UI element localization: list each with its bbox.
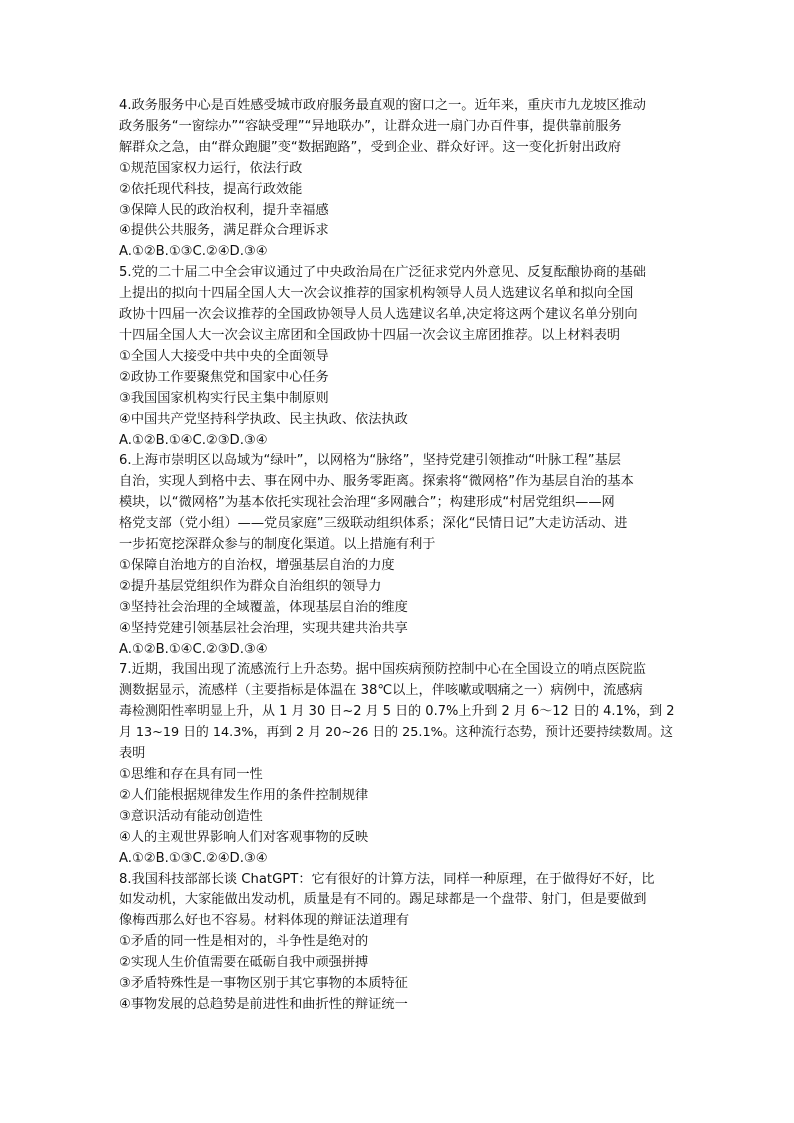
answer-option: ④事物发展的总趋势是前进性和曲折性的辩证统一 — [119, 996, 408, 1012]
question-stem-line: 自治，实现人到格中去、事在网中办、服务零距离。探索将“微网格”作为基层自治的基本 — [119, 474, 634, 490]
answer-option: ④提供公共服务，满足群众合理诉求 — [119, 223, 329, 239]
question-block — [119, 870, 679, 1016]
answer-option: ④人的主观世界影响人们对客观事物的反映 — [119, 829, 369, 845]
answer-option: ②人们能根据规律发生作用的条件控制规律 — [119, 787, 369, 803]
question-stem-line: 月 13~19 日的 14.3%，再到 2 月 20~26 日的 25.1%。这种流行态势，预计还要持续数周。这 — [119, 725, 674, 741]
answer-choices: A.①②B.①③C.②④D.③④ — [119, 850, 268, 866]
question-stem-line: 政务服务“一窗综办”“容缺受理”“异地联办”，让群众进一扇门办百件事，提供靠前服务 — [119, 118, 622, 134]
question-stem-line: 上提出的拟向十四届全国人大一次会议推荐的国家机构领导人员人选建议名单和拟向全国 — [119, 286, 634, 302]
question-stem-line: 如发动机，大家能做出发动机，质量是有不同的。踢足球都是一个盘带、射门，但是要做到 — [119, 892, 647, 908]
answer-option: ④坚持党建引领基层社会治理，实现共建共治共享 — [119, 620, 408, 636]
answer-option: ①规范国家权力运行，依法行政 — [119, 160, 303, 176]
answer-option: ②实现人生价值需要在砥砺自我中顽强拼搏 — [119, 955, 369, 971]
answer-option: ③我国国家机构实行民主集中制原则 — [119, 390, 329, 406]
question-stem-line: 7.近期，我国出现了流感流行上升态势。据中国疾病预防控制中心在全国设立的哨点医院监 — [119, 662, 646, 678]
question-stem-line: 测数据显示，流感样（主要指标是体温在 38℃以上，伴咳嗽或咽痛之一）病例中，流感病 — [119, 683, 643, 699]
question-block — [119, 96, 679, 263]
answer-option: ②提升基层党组织作为群众自治组织的领导力 — [119, 578, 382, 594]
answer-option: ③坚持社会治理的全域覆盖，体现基层自治的维度 — [119, 599, 408, 615]
answer-option: ④中国共产党坚持科学执政、民主执政、依法执政 — [119, 411, 408, 427]
answer-option: ③保障人民的政治权利，提升幸福感 — [119, 202, 329, 218]
question-block — [119, 660, 679, 869]
answer-option: ③意识活动有能动创造性 — [119, 808, 263, 824]
question-stem-line: 十四届全国人大一次会议主席团和全国政协十四届一次会议主席团推荐。以上材料表明 — [119, 327, 621, 343]
answer-option: ①思维和存在具有同一性 — [119, 767, 263, 782]
answer-option: ②依托现代科技，提高行政效能 — [119, 181, 303, 197]
question-block — [119, 451, 679, 660]
question-stem-line: 像梅西那么好也不容易。材料体现的辩证法道理有 — [119, 913, 410, 929]
answer-option: ②政协工作要聚焦党和国家中心任务 — [119, 369, 329, 385]
answer-choices: A.①②B.①④C.②③D.③④ — [119, 432, 268, 448]
question-stem-line: 8.我国科技部部长谈 ChatGPT：它有很好的计算方法，同样一种原理，在于做得好不好，比 — [119, 871, 655, 887]
question-stem-line: 解群众之急，由“群众跑腿”变“数据跑路”，受到企业、群众好评。这一变化折射出政府 — [119, 139, 622, 155]
question-stem-line: 毒检测阳性率明显上升，从 1 月 30 日~2 月 5 日的 0.7%上升到 2 月 6～12 日的 4.1%，到 2 — [119, 704, 675, 720]
question-stem-line: 4.政务服务中心是百姓感受城市政府服务最直观的窗口之一。近年来，重庆市九龙坡区推动 — [119, 98, 646, 113]
question-stem-line: 格党支部（党小组）——党员家庭”三级联动组织体系；深化“民情日记”大走访活动、进 — [119, 516, 628, 532]
question-stem-line: 5.党的二十届二中全会审议通过了中央政治局在广泛征求党内外意见、反复酝酿协商的基础 — [119, 265, 646, 281]
question-stem-line: 表明 — [119, 746, 146, 762]
question-stem-line: 模块，以“微网格”为基本依托实现社会治理“多网融合”；构建形成“村居党组织——网 — [119, 495, 615, 511]
question-block — [119, 263, 679, 451]
answer-option: ①矛盾的同一性是相对的，斗争性是绝对的 — [119, 934, 369, 950]
question-stem-line: 一步拓宽挖深群众参与的制度化渠道。以上措施有利于 — [119, 537, 436, 553]
answer-option: ③矛盾特殊性是一事物区别于其它事物的本质特征 — [119, 976, 408, 992]
question-stem-line: 6.上海市崇明区以岛域为“绿叶”，以网格为“脉络”，坚持党建引领推动“叶脉工程”基层 — [119, 453, 621, 469]
answer-choices: A.①②B.①③C.②④D.③④ — [119, 244, 268, 260]
answer-choices: A.①②B.①④C.②③D.③④ — [119, 641, 268, 657]
answer-option: ①全国人大接受中共中央的全面领导 — [119, 348, 329, 364]
question-stem-line: 政协十四届一次会议推荐的全国政协领导人员人选建议名单,决定将这两个建议名单分别向 — [119, 307, 638, 323]
answer-option: ①保障自治地方的自治权，增强基层自治的力度 — [119, 557, 395, 573]
question-list — [119, 96, 679, 1016]
